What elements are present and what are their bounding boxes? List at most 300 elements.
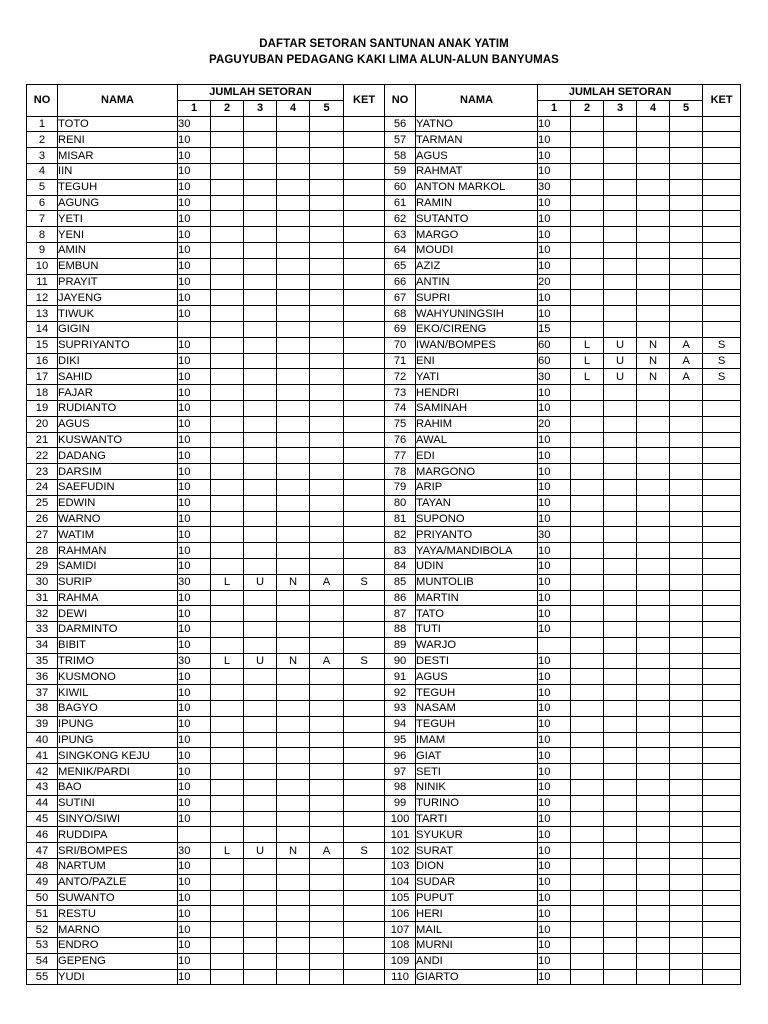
setoran-1-left: 10 — [178, 306, 211, 322]
setoran-1-right: 10 — [538, 306, 571, 322]
setoran-2-left — [211, 906, 244, 922]
setoran-2-left — [211, 353, 244, 369]
setoran-2-right — [571, 874, 604, 890]
ket-cell-left: S — [344, 843, 385, 859]
setoran-5-right — [670, 969, 703, 985]
setoran-2-left — [211, 938, 244, 954]
setoran-5-right — [670, 211, 703, 227]
setoran-1-left: 10 — [178, 479, 211, 495]
setoran-5-right — [670, 163, 703, 179]
ket-cell-left — [344, 321, 385, 337]
setoran-4-right — [637, 227, 670, 243]
ket-cell-left — [344, 385, 385, 401]
setoran-3-left — [244, 290, 277, 306]
row-number-right: 102 — [385, 843, 416, 859]
setoran-2-right — [571, 148, 604, 164]
row-number-left: 24 — [27, 479, 58, 495]
row-number-right: 103 — [385, 859, 416, 875]
setoran-2-left — [211, 369, 244, 385]
row-name-right: IMAM — [416, 732, 538, 748]
row-name-left: DIKI — [58, 353, 178, 369]
setoran-3-left — [244, 527, 277, 543]
row-number-right: 65 — [385, 258, 416, 274]
row-name-left: YETI — [58, 211, 178, 227]
ket-cell-right — [703, 590, 741, 606]
setoran-3-left — [244, 701, 277, 717]
setoran-1-right: 10 — [538, 922, 571, 938]
row-name-right: SUTANTO — [416, 211, 538, 227]
table-row — [27, 543, 741, 559]
setoran-1-right: 10 — [538, 590, 571, 606]
row-name-right: SETI — [416, 764, 538, 780]
row-number-right: 67 — [385, 290, 416, 306]
setoran-5-left — [310, 874, 344, 890]
setoran-5-left — [310, 195, 344, 211]
setoran-5-right — [670, 732, 703, 748]
row-number-right: 100 — [385, 811, 416, 827]
ket-cell-right — [703, 653, 741, 669]
setoran-1-left: 10 — [178, 527, 211, 543]
row-number-left: 6 — [27, 195, 58, 211]
setoran-2-right — [571, 622, 604, 638]
row-number-right: 59 — [385, 163, 416, 179]
row-number-left: 10 — [27, 258, 58, 274]
setoran-5-left — [310, 464, 344, 480]
setoran-2-right: L — [571, 353, 604, 369]
setoran-2-left — [211, 622, 244, 638]
setoran-4-right — [637, 432, 670, 448]
row-number-left: 52 — [27, 922, 58, 938]
setoran-3-left — [244, 116, 277, 132]
row-number-right: 109 — [385, 953, 416, 969]
ket-cell-right — [703, 637, 741, 653]
setoran-5-left — [310, 116, 344, 132]
setoran-3-left — [244, 321, 277, 337]
setoran-3-left — [244, 859, 277, 875]
setoran-3-right — [604, 179, 637, 195]
ket-cell-left — [344, 116, 385, 132]
row-name-right: DESTI — [416, 653, 538, 669]
table-row — [27, 843, 741, 859]
ket-cell-right — [703, 669, 741, 685]
row-name-right: MARTIN — [416, 590, 538, 606]
row-number-right: 76 — [385, 432, 416, 448]
setoran-2-left — [211, 716, 244, 732]
setoran-4-right — [637, 685, 670, 701]
setoran-5-right — [670, 227, 703, 243]
setoran-1-left: 10 — [178, 685, 211, 701]
setoran-2-right — [571, 906, 604, 922]
setoran-5-right — [670, 669, 703, 685]
setoran-4-right — [637, 606, 670, 622]
setoran-3-right: U — [604, 337, 637, 353]
table-row — [27, 369, 741, 385]
setoran-5-left — [310, 606, 344, 622]
setoran-3-right — [604, 511, 637, 527]
row-name-right: WARJO — [416, 637, 538, 653]
setoran-3-left — [244, 432, 277, 448]
setoran-2-right — [571, 780, 604, 796]
setoran-3-left — [244, 780, 277, 796]
ket-cell-left — [344, 274, 385, 290]
setoran-2-right — [571, 890, 604, 906]
setoran-5-right — [670, 827, 703, 843]
row-name-right: AGUS — [416, 669, 538, 685]
row-number-right: 107 — [385, 922, 416, 938]
table-row — [27, 969, 741, 985]
setoran-3-right — [604, 653, 637, 669]
row-number-left: 18 — [27, 385, 58, 401]
setoran-4-right — [637, 211, 670, 227]
setoran-1-right: 30 — [538, 369, 571, 385]
table-row — [27, 448, 741, 464]
setoran-5-left — [310, 811, 344, 827]
row-name-left: IIN — [58, 163, 178, 179]
ket-cell-left — [344, 258, 385, 274]
row-number-right: 63 — [385, 227, 416, 243]
row-number-left: 27 — [27, 527, 58, 543]
setoran-5-right — [670, 574, 703, 590]
setoran-5-left — [310, 716, 344, 732]
setoran-5-left — [310, 827, 344, 843]
row-number-right: 70 — [385, 337, 416, 353]
setoran-4-left — [277, 511, 310, 527]
row-name-left: RAHMAN — [58, 543, 178, 559]
setoran-4-left — [277, 400, 310, 416]
row-name-left: SUWANTO — [58, 890, 178, 906]
setoran-1-right: 10 — [538, 242, 571, 258]
setoran-3-right — [604, 448, 637, 464]
ket-cell-left — [344, 669, 385, 685]
setoran-3-right — [604, 574, 637, 590]
setoran-1-right: 10 — [538, 227, 571, 243]
setoran-4-left — [277, 242, 310, 258]
setoran-5-right — [670, 811, 703, 827]
table-row — [27, 590, 741, 606]
setoran-2-left: L — [211, 843, 244, 859]
setoran-2-left: L — [211, 653, 244, 669]
ket-cell-right — [703, 527, 741, 543]
ket-cell-left — [344, 163, 385, 179]
setoran-1-left: 10 — [178, 400, 211, 416]
setoran-2-right — [571, 227, 604, 243]
header-sub-3-right: 3 — [604, 100, 637, 116]
row-number-right: 88 — [385, 622, 416, 638]
ket-cell-left — [344, 306, 385, 322]
document-title: DAFTAR SETORAN SANTUNAN ANAK YATIM — [259, 38, 509, 50]
row-number-right: 81 — [385, 511, 416, 527]
header-sub-4-left: 4 — [277, 100, 310, 116]
setoran-3-right — [604, 938, 637, 954]
row-name-left: AGUS — [58, 416, 178, 432]
ket-cell-left — [344, 479, 385, 495]
ket-cell-left — [344, 195, 385, 211]
setoran-1-left: 10 — [178, 969, 211, 985]
setoran-5-right — [670, 874, 703, 890]
table-row — [27, 890, 741, 906]
setoran-4-left: N — [277, 574, 310, 590]
ket-cell-right — [703, 432, 741, 448]
row-number-right: 106 — [385, 906, 416, 922]
setoran-5-left — [310, 511, 344, 527]
setoran-3-right — [604, 274, 637, 290]
setoran-3-left — [244, 353, 277, 369]
table-row — [27, 479, 741, 495]
table-row — [27, 938, 741, 954]
setoran-1-right: 10 — [538, 258, 571, 274]
row-name-right: DION — [416, 859, 538, 875]
setoran-3-right — [604, 321, 637, 337]
setoran-3-right — [604, 211, 637, 227]
table-row — [27, 495, 741, 511]
setoran-1-left: 10 — [178, 195, 211, 211]
table-body — [27, 116, 741, 985]
row-number-left: 43 — [27, 780, 58, 796]
setoran-4-left — [277, 732, 310, 748]
row-name-right: ANTON MARKOL — [416, 179, 538, 195]
setoran-1-left: 10 — [178, 558, 211, 574]
row-name-right: SUDAR — [416, 874, 538, 890]
row-name-left: BAO — [58, 780, 178, 796]
ket-cell-left — [344, 337, 385, 353]
setoran-4-right — [637, 764, 670, 780]
table-row — [27, 306, 741, 322]
setoran-2-left — [211, 732, 244, 748]
setoran-2-left — [211, 337, 244, 353]
setoran-3-left — [244, 242, 277, 258]
setoran-5-right — [670, 495, 703, 511]
setoran-4-right — [637, 732, 670, 748]
setoran-2-right — [571, 843, 604, 859]
setoran-4-left — [277, 795, 310, 811]
row-name-right: RAMIN — [416, 195, 538, 211]
setoran-4-right — [637, 922, 670, 938]
row-name-left: TIWUK — [58, 306, 178, 322]
setoran-3-right — [604, 874, 637, 890]
setoran-3-left — [244, 274, 277, 290]
row-number-right: 108 — [385, 938, 416, 954]
setoran-3-right — [604, 716, 637, 732]
setoran-5-right — [670, 748, 703, 764]
setoran-1-left: 10 — [178, 242, 211, 258]
setoran-3-right — [604, 953, 637, 969]
setoran-1-left: 10 — [178, 211, 211, 227]
ket-cell-right — [703, 574, 741, 590]
table-row — [27, 464, 741, 480]
row-number-left: 39 — [27, 716, 58, 732]
setoran-2-left — [211, 543, 244, 559]
table-row — [27, 906, 741, 922]
setoran-4-right — [637, 306, 670, 322]
ket-cell-right: S — [703, 353, 741, 369]
row-number-left: 20 — [27, 416, 58, 432]
setoran-2-right — [571, 511, 604, 527]
ket-cell-left — [344, 701, 385, 717]
setoran-4-right — [637, 748, 670, 764]
ket-cell-right — [703, 148, 741, 164]
ket-cell-right — [703, 938, 741, 954]
row-name-left: KIWIL — [58, 685, 178, 701]
setoran-4-left — [277, 590, 310, 606]
setoran-3-left — [244, 416, 277, 432]
setoran-5-right — [670, 637, 703, 653]
ket-cell-right — [703, 906, 741, 922]
row-name-right: IWAN/BOMPES — [416, 337, 538, 353]
setoran-4-left — [277, 479, 310, 495]
setoran-4-left — [277, 938, 310, 954]
ket-cell-right — [703, 211, 741, 227]
setoran-5-right: A — [670, 337, 703, 353]
row-name-right: TEGUH — [416, 716, 538, 732]
setoran-1-left: 10 — [178, 290, 211, 306]
setoran-5-right — [670, 685, 703, 701]
header-nama-right: NAMA — [416, 85, 538, 117]
setoran-3-right — [604, 590, 637, 606]
setoran-1-right: 30 — [538, 179, 571, 195]
setoran-5-left — [310, 590, 344, 606]
setoran-1-right: 10 — [538, 795, 571, 811]
setoran-1-left: 10 — [178, 764, 211, 780]
ket-cell-left — [344, 132, 385, 148]
setoran-2-right — [571, 132, 604, 148]
setoran-5-right — [670, 385, 703, 401]
setoran-2-left — [211, 511, 244, 527]
setoran-5-right — [670, 622, 703, 638]
row-name-right: EDI — [416, 448, 538, 464]
setoran-3-left — [244, 558, 277, 574]
row-name-right: MAIL — [416, 922, 538, 938]
setoran-4-left — [277, 148, 310, 164]
setoran-3-right — [604, 859, 637, 875]
setoran-3-right — [604, 780, 637, 796]
setoran-1-right: 10 — [538, 132, 571, 148]
row-number-left: 37 — [27, 685, 58, 701]
setoran-3-right — [604, 527, 637, 543]
setoran-2-left — [211, 195, 244, 211]
setoran-4-left — [277, 132, 310, 148]
setoran-2-left: L — [211, 574, 244, 590]
setoran-1-right: 10 — [538, 780, 571, 796]
setoran-2-left — [211, 890, 244, 906]
setoran-1-right: 10 — [538, 748, 571, 764]
setoran-3-right — [604, 558, 637, 574]
setoran-4-left — [277, 227, 310, 243]
row-number-left: 36 — [27, 669, 58, 685]
setoran-2-left — [211, 448, 244, 464]
setoran-5-right — [670, 179, 703, 195]
table-row — [27, 606, 741, 622]
setoran-5-right — [670, 479, 703, 495]
header-no-right: NO — [385, 85, 416, 117]
setoran-4-right — [637, 242, 670, 258]
row-number-left: 1 — [27, 116, 58, 132]
row-name-left: IPUNG — [58, 716, 178, 732]
setoran-4-right: N — [637, 337, 670, 353]
table-row — [27, 195, 741, 211]
setoran-4-right — [637, 874, 670, 890]
setoran-2-right — [571, 258, 604, 274]
setoran-1-right: 10 — [538, 890, 571, 906]
setoran-1-left: 10 — [178, 274, 211, 290]
table-row — [27, 874, 741, 890]
setoran-1-left: 10 — [178, 637, 211, 653]
setoran-1-right: 10 — [538, 543, 571, 559]
setoran-5-right — [670, 116, 703, 132]
setoran-3-left — [244, 827, 277, 843]
setoran-1-right: 10 — [538, 432, 571, 448]
ket-cell-right — [703, 953, 741, 969]
setoran-3-right — [604, 606, 637, 622]
setoran-5-right — [670, 780, 703, 796]
setoran-3-right — [604, 827, 637, 843]
setoran-1-left: 10 — [178, 811, 211, 827]
setoran-2-right — [571, 653, 604, 669]
setoran-3-left — [244, 479, 277, 495]
setoran-3-right — [604, 969, 637, 985]
setoran-1-right: 10 — [538, 969, 571, 985]
row-number-right: 86 — [385, 590, 416, 606]
row-number-right: 110 — [385, 969, 416, 985]
setoran-2-left — [211, 874, 244, 890]
row-name-right: RAHIM — [416, 416, 538, 432]
setoran-5-right — [670, 448, 703, 464]
setoran-3-right — [604, 906, 637, 922]
row-number-left: 12 — [27, 290, 58, 306]
table-row — [27, 527, 741, 543]
setoran-3-left — [244, 669, 277, 685]
setoran-4-left — [277, 290, 310, 306]
row-name-left: MARNO — [58, 922, 178, 938]
setoran-1-right: 10 — [538, 653, 571, 669]
setoran-5-left — [310, 369, 344, 385]
setoran-1-right: 10 — [538, 606, 571, 622]
setoran-4-right — [637, 827, 670, 843]
row-number-left: 3 — [27, 148, 58, 164]
row-name-right: AWAL — [416, 432, 538, 448]
row-number-right: 96 — [385, 748, 416, 764]
ket-cell-right — [703, 385, 741, 401]
setoran-5-left — [310, 306, 344, 322]
row-number-left: 26 — [27, 511, 58, 527]
ket-cell-right — [703, 511, 741, 527]
setoran-5-right: A — [670, 353, 703, 369]
setoran-5-left — [310, 211, 344, 227]
setoran-3-right — [604, 195, 637, 211]
setoran-1-right: 10 — [538, 574, 571, 590]
setoran-4-left — [277, 558, 310, 574]
setoran-1-right: 60 — [538, 337, 571, 353]
setoran-2-right — [571, 400, 604, 416]
setoran-3-right — [604, 290, 637, 306]
setoran-4-left — [277, 321, 310, 337]
setoran-4-left — [277, 906, 310, 922]
row-name-right: SUPONO — [416, 511, 538, 527]
setoran-5-left — [310, 163, 344, 179]
ket-cell-right — [703, 464, 741, 480]
row-name-left: RUDIANTO — [58, 400, 178, 416]
ket-cell-right — [703, 764, 741, 780]
setoran-1-right: 20 — [538, 274, 571, 290]
row-name-left: AMIN — [58, 242, 178, 258]
setoran-3-right — [604, 637, 637, 653]
setoran-5-left — [310, 274, 344, 290]
setoran-5-right — [670, 400, 703, 416]
row-name-left: SUPRIYANTO — [58, 337, 178, 353]
setoran-5-right — [670, 242, 703, 258]
setoran-1-right: 10 — [538, 685, 571, 701]
ket-cell-right — [703, 874, 741, 890]
row-number-right: 105 — [385, 890, 416, 906]
